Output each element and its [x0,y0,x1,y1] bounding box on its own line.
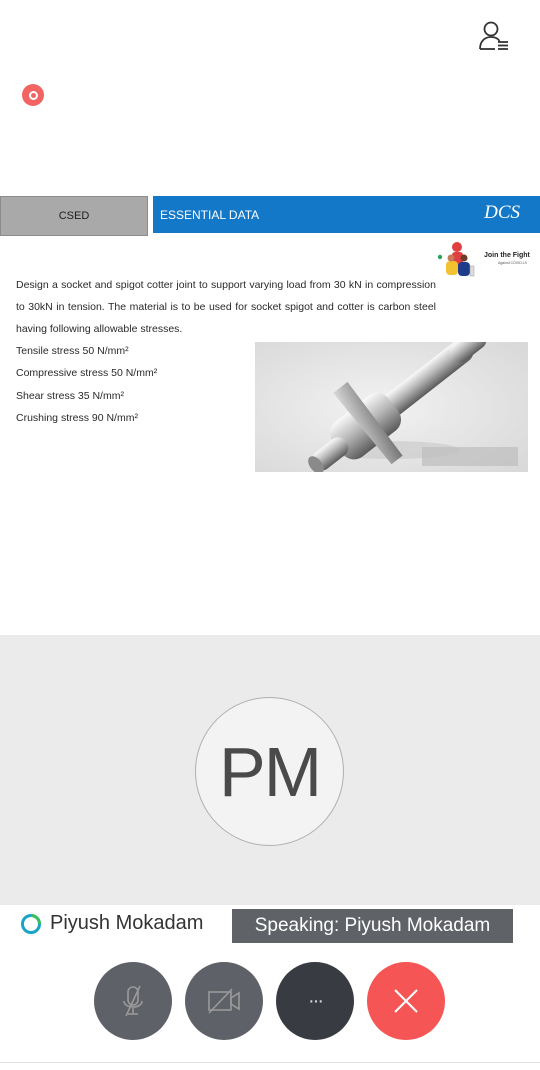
bottom-divider [0,1062,540,1063]
participant-avatar: PM [195,697,344,846]
recording-indicator-icon [22,84,44,106]
top-bar [0,0,540,180]
slide-section-header [153,196,540,233]
video-area [0,635,540,905]
badge-title: Join the Fight [484,252,530,259]
participant-name-label [20,912,203,935]
mute-button[interactable] [94,962,172,1040]
slide-tab-label: CSED [0,196,148,236]
dcs-logo [484,196,520,233]
badge-subtitle: Against COVID-19 [498,261,527,265]
problem-statement: Design a socket and spigot cotter joint to support varying load from 30 kN in compression to 30kN in tension. The material is to be used for socket spigot and cotter is carbon steel having following allowable stresses. [16,279,436,335]
cotter-joint-image [255,342,528,472]
stress-item-compressive: Compressive stress 50 N/mm² [16,367,158,380]
shared-slide [0,192,540,497]
participant-info-row [0,905,540,945]
participant-name: Piyush Mokadam [50,912,204,934]
leave-meeting-button[interactable] [367,962,445,1040]
video-toggle-button[interactable] [185,962,263,1040]
more-options-button[interactable] [276,962,354,1040]
stress-item-crushing: Crushing stress 90 N/mm² [16,411,138,424]
speaking-indicator: Speaking: Piyush Mokadam [232,909,513,943]
stress-list [16,340,157,429]
stress-item-shear: Shear stress 35 N/mm² [16,389,124,402]
dcs-logo-text: DCS [484,202,520,223]
stress-item-tensile: Tensile stress 50 N/mm² [16,345,129,357]
video-off-icon [206,986,242,1016]
more-options-label: ··· [308,989,322,1012]
meeting-controls [0,950,540,1070]
slide-section-title: ESSENTIAL DATA [160,207,260,222]
join-the-fight-badge [428,237,536,281]
participants-button[interactable] [474,16,514,56]
close-icon [392,987,420,1015]
covid-campaign-illustration [430,239,480,279]
participant-list-icon [477,19,511,53]
webex-logo-icon [20,913,42,935]
microphone-muted-icon [118,983,148,1019]
